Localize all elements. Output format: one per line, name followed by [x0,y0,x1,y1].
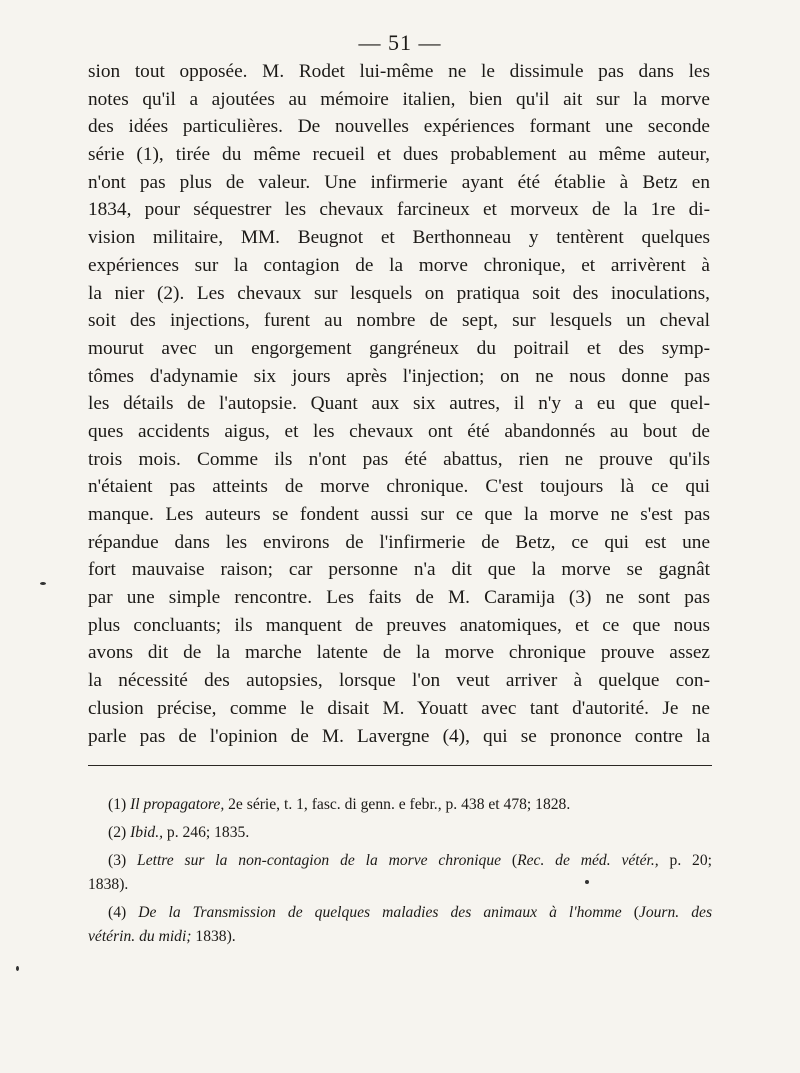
body-line: des idées particulières. De nouvelles expériences formant une seconde [88,116,710,138]
footnote-title: De la Transmission de quelques maladies des animaux à l'homme [138,904,622,921]
body-line: tômes d'adynamie six jours après l'injection; on ne nous donne pas [88,365,710,387]
footnote-title: Ibid., [130,824,164,841]
footnote-2 [88,821,712,845]
footnote-number: (4) [108,904,127,921]
body-line: par une simple rencontre. Les faits de M. Caramija (3) ne sont pas [88,587,710,609]
footnote-text: p. 20; [658,852,712,869]
body-line: trois mois. Comme ils n'ont pas été abattus, rien ne prouve qu'ils [88,448,710,470]
body-line: la nécessité des autopsies, lorsque l'on veut arriver à quelque con- [88,670,710,692]
footnote-divider [88,765,712,766]
footnotes [88,793,712,949]
scan-speck [585,880,589,884]
footnote-text: 1838). [191,928,236,945]
body-line: avons dit de la marche latente de la morve chronique prouve assez [88,642,710,664]
footnote-text: ( [621,904,639,921]
scan-speck [40,582,46,585]
footnote-text: 2e série, t. 1, fasc. di genn. e febr., p. 438 et 478; 1828. [224,796,571,813]
body-line: série (1), tirée du même recueil et dues probablement au même auteur, [88,144,710,166]
footnote-number: (3) [108,852,127,869]
body-line: répandue dans les environs de l'infirmerie de Betz, ce qui est une [88,531,710,553]
footnote-number: (1) [108,796,127,813]
footnote-title: Lettre sur la non-contagion de la morve chronique [137,852,502,869]
body-line: n'étaient pas atteints de morve chronique. C'est toujours là ce qui [88,476,710,498]
body-line: expériences sur la contagion de la morve chronique, et arrivèrent à [88,254,710,276]
body-line: sion tout opposée. M. Rodet lui-même ne le dissimule pas dans les [88,61,710,82]
body-line: ques accidents aigus, et les chevaux ont été abandonnés au bout de [88,420,710,442]
footnote-text: p. 246; 1835. [163,824,250,841]
scan-speck [16,966,19,971]
body-line: clusion précise, comme le disait M. Youatt avec tant d'autorité. Je ne [88,697,710,719]
body-line: mourut avec un engorgement gangréneux du poitrail et des symp- [88,337,710,359]
body-line: plus concluants; ils manquent de preuves anatomiques, et ce que nous [88,614,710,636]
footnote-title: Il propagatore, [130,796,225,813]
body-line: la nier (2). Les chevaux sur lesquels on pratiqua soit des inoculations, [88,282,710,304]
footnote-text: ( [501,852,518,869]
body-line: soit des injections, furent au nombre de sept, sur lesquels un cheval [88,310,710,332]
footnote-4 [88,901,712,925]
body-line: 1834, pour séquestrer les chevaux farcineux et morveux de la 1re di- [88,199,710,221]
footnote-journal: vétérin. du midi; [88,928,192,945]
footnote-4-continued [88,925,712,949]
body-line: notes qu'il a ajoutées au mémoire italien, bien qu'il ait sur la morve [88,88,710,110]
footnote-journal: Rec. de méd. vétér., [517,852,659,869]
page-number: — 51 — [358,30,442,55]
footnote-1 [88,793,712,817]
body-line: n'ont pas plus de valeur. Une infirmerie ayant été établie à Betz en [88,171,710,193]
body-text [88,58,710,750]
footnote-3 [88,849,712,873]
body-line: les détails de l'autopsie. Quant aux six autres, il n'y a eu que quel- [88,393,710,415]
footnote-number: (2) [108,824,127,841]
body-line: vision militaire, MM. Beugnot et Berthonneau y tentèrent quelques [88,227,710,249]
body-line: parle pas de l'opinion de M. Lavergne (4), qui se prononce contre la [88,725,710,747]
body-line: manque. Les auteurs se fondent aussi sur ce que la morve ne s'est pas [88,504,710,525]
footnote-journal: Journ. des [638,904,713,921]
footnote-3-continued: 1838). [88,876,129,893]
body-line: fort mauvaise raison; car personne n'a dit que la morve se gagnât [88,559,710,581]
